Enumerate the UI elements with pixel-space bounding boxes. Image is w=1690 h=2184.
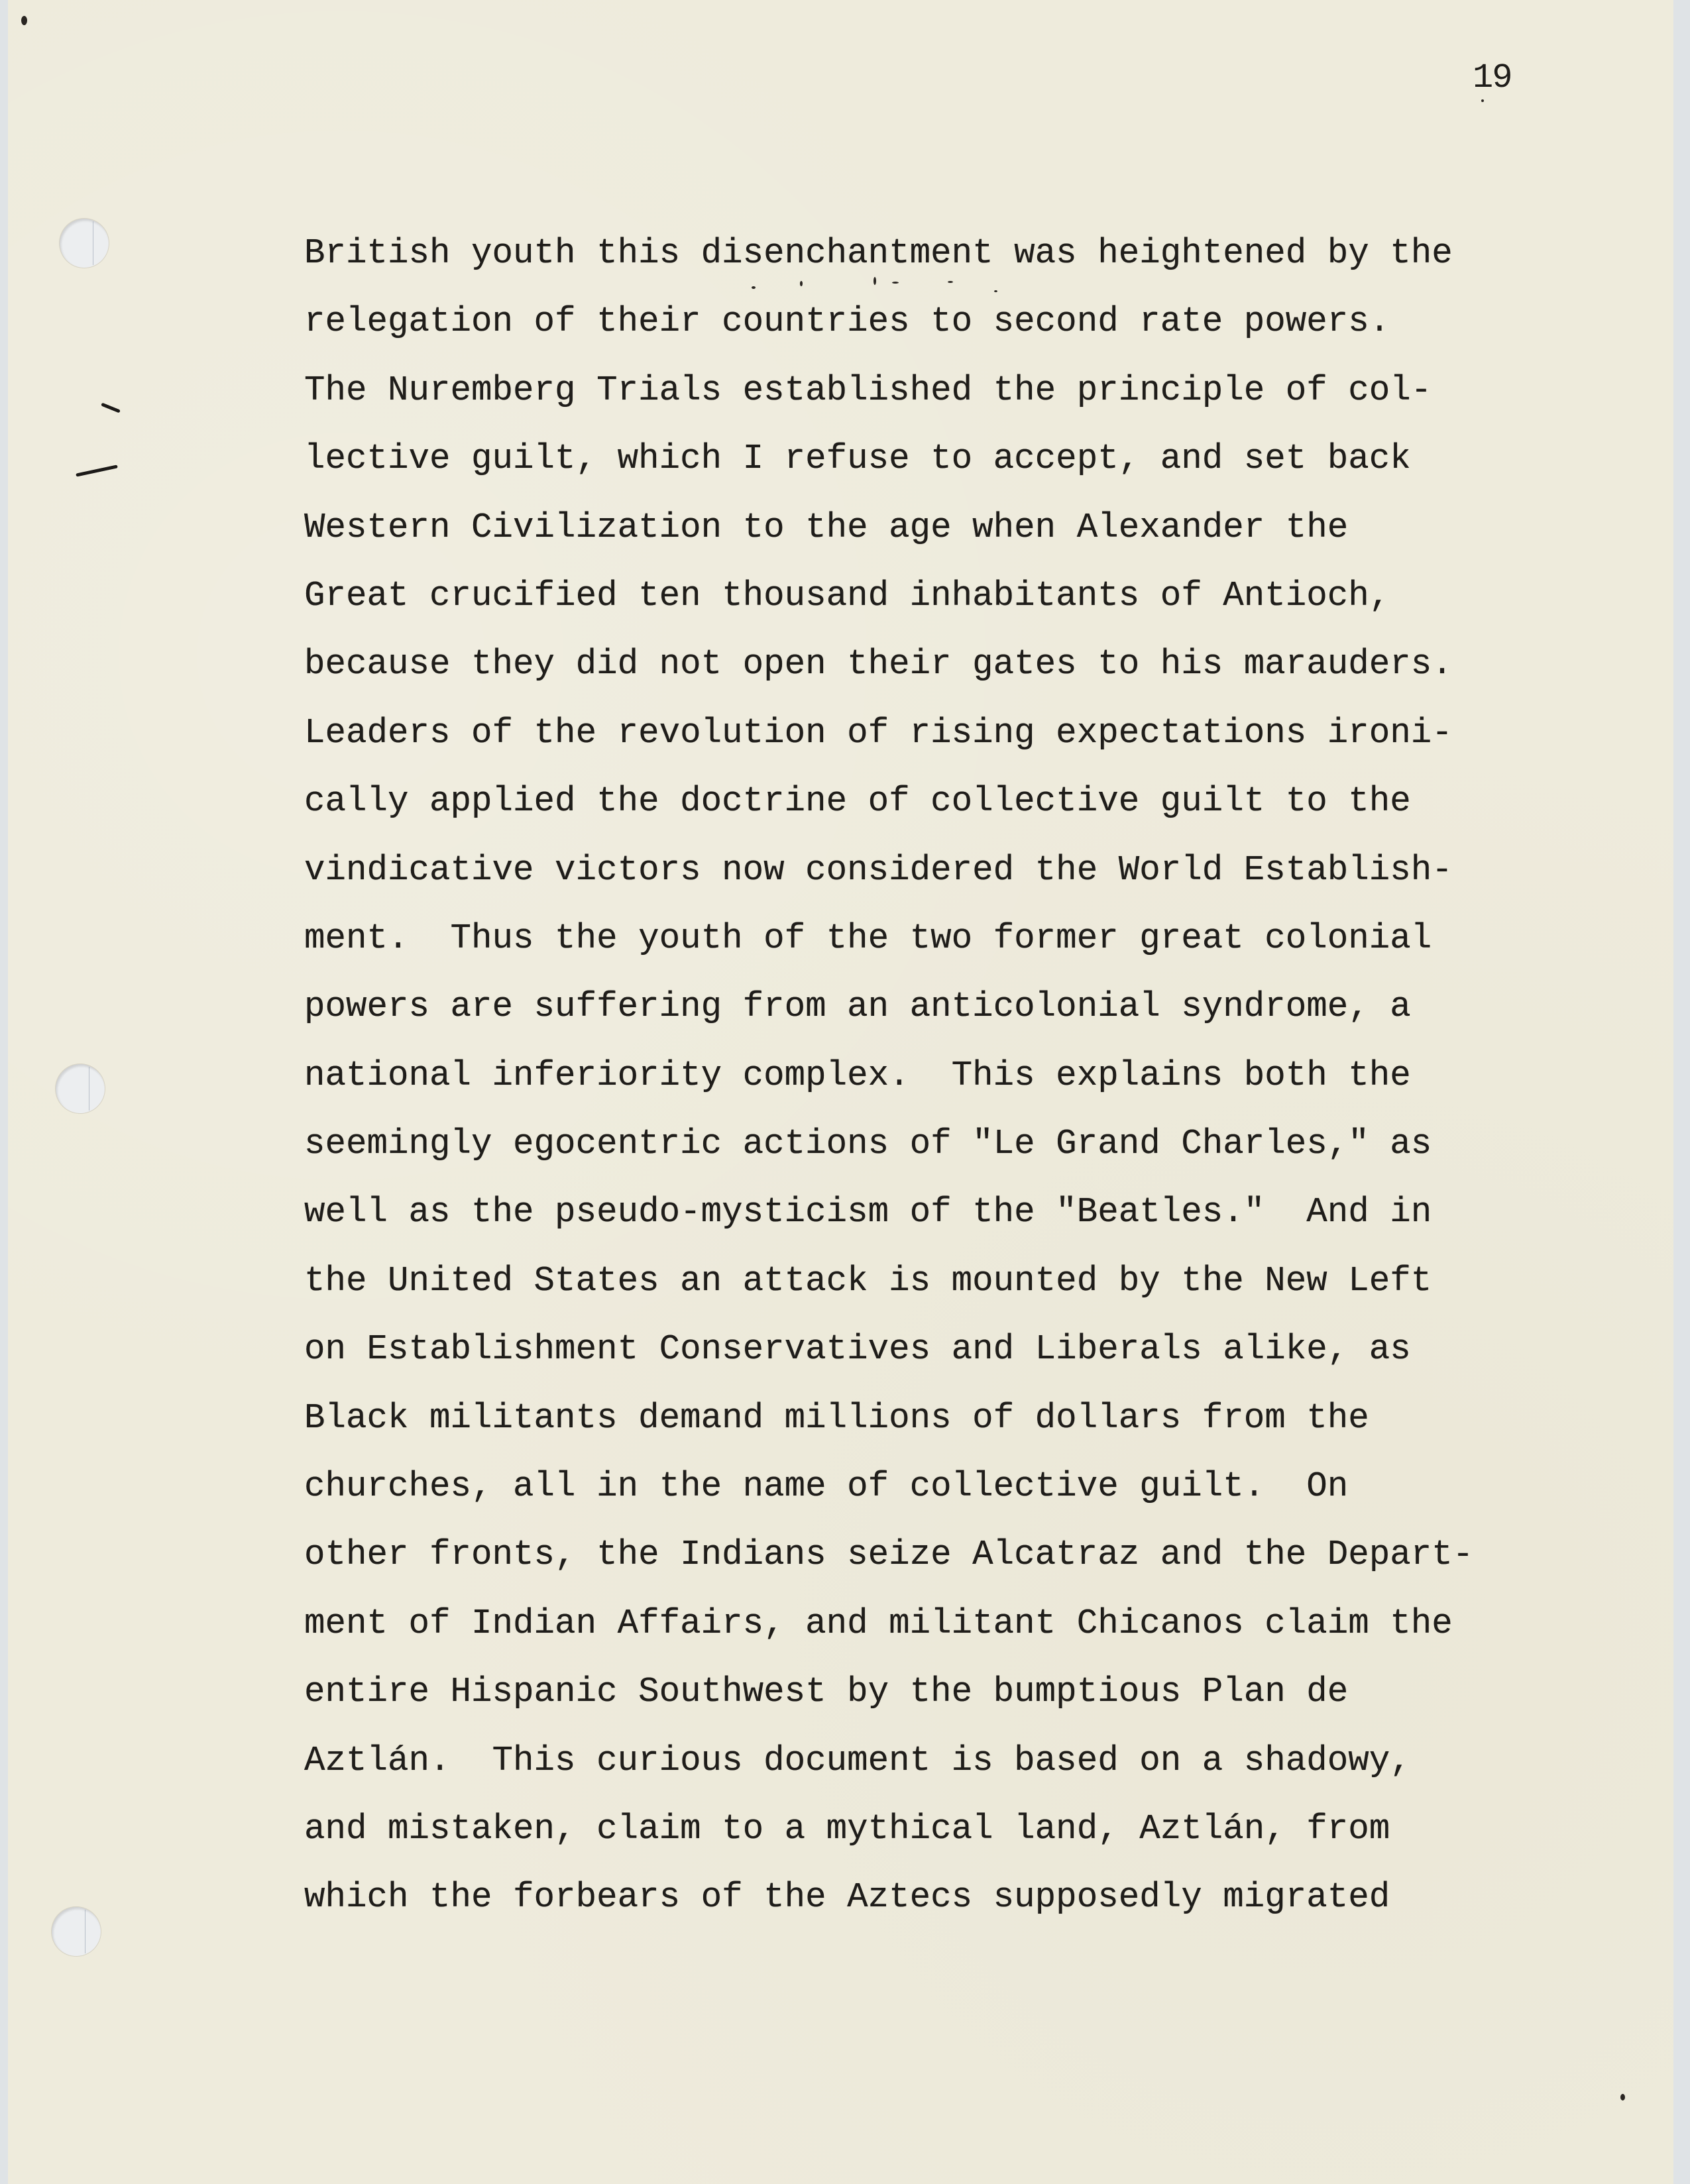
text-line: ment. Thus the youth of the two former great colonial [304, 918, 1432, 958]
text-line: cally applied the doctrine of collective guilt to the [304, 781, 1411, 822]
text-line: The Nuremberg Trials established the principle of col- [304, 370, 1432, 410]
text-line: other fronts, the Indians seize Alcatraz and the Depart- [304, 1535, 1474, 1575]
text-line: entire Hispanic Southwest by the bumptious Plan de [304, 1672, 1349, 1712]
text-line: churches, all in the name of collective guilt. On [304, 1466, 1349, 1507]
text-line: the United States an attack is mounted by the New Left [304, 1260, 1432, 1301]
body-text [304, 233, 1473, 1946]
ink-speck [1481, 99, 1484, 102]
margin-ink-mark [101, 403, 121, 413]
text-line: relegation of their countries to second rate powers. [304, 301, 1390, 342]
text-line: British youth this disenchantment was heightened by the [304, 233, 1453, 273]
text-line: powers are suffering from an anticolonial syndrome, a [304, 987, 1411, 1027]
text-line: because they did not open their gates to his marauders. [304, 644, 1453, 684]
text-line: Aztlán. This curious document is based on a shadowy, [304, 1740, 1411, 1780]
binder-hole-top [60, 219, 109, 268]
text-line: Great crucified ten thousand inhabitants of Antioch, [304, 575, 1390, 616]
margin-ink-mark [76, 464, 118, 476]
text-line: vindicative victors now considered the World Establish- [304, 849, 1453, 890]
text-line: lective guilt, which I refuse to accept, and set back [304, 439, 1411, 479]
ink-speck [21, 16, 27, 25]
ink-speck [1620, 2094, 1625, 2101]
text-line: and mistaken, claim to a mythical land, Aztlán, from [304, 1808, 1390, 1849]
text-line: well as the pseudo-mysticism of the "Beatles." And in [304, 1192, 1432, 1232]
text-line: ment of Indian Affairs, and militant Chicanos claim the [304, 1603, 1453, 1643]
page-number: 19 [1473, 58, 1512, 97]
binder-hole-bottom [52, 1907, 101, 1956]
text-line: Leaders of the revolution of rising expectations ironi- [304, 712, 1453, 753]
text-line: Black militants demand millions of dollars from the [304, 1397, 1369, 1438]
text-line: national inferiority complex. This explains both the [304, 1055, 1411, 1095]
binder-hole-middle [56, 1064, 105, 1113]
text-line: which the forbears of the Aztecs supposedly migrated [304, 1877, 1390, 1918]
text-line: on Establishment Conservatives and Liberals alike, as [304, 1329, 1411, 1370]
typewritten-page [8, 0, 1673, 2184]
text-line: Western Civilization to the age when Alexander the [304, 507, 1349, 547]
text-line: seemingly egocentric actions of "Le Grand Charles," as [304, 1124, 1432, 1164]
